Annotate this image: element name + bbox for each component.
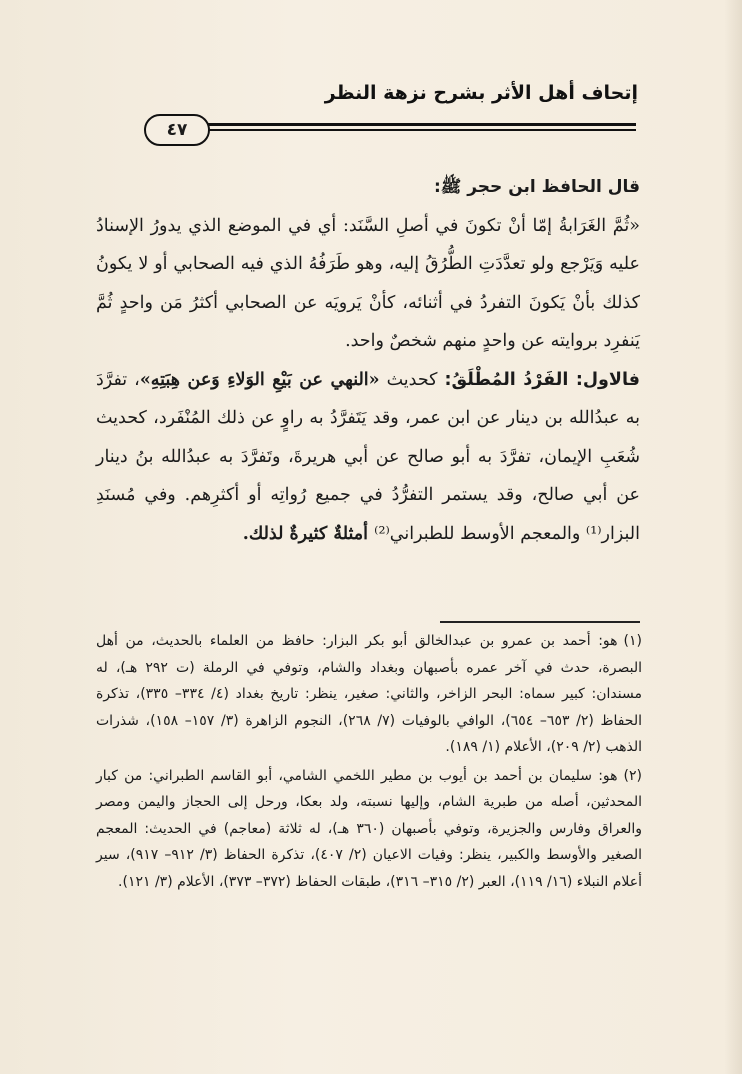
section-lead: كحديث xyxy=(379,369,445,390)
quote-paragraph: «ثُمَّ الغَرَابةُ إمّا أنْ تكونَ في أصلِ السَّنَد: أي في الموضع الذي يدورُ الإسنادُ عليه وَيَرْجع ولو تعدَّدَتِ الطُّرُقُ إليه، وهو طَرَفُهُ الذي فيه الصحابي أو لا يكونُ كذلك بأنْ يَكونَ التفردُ في أثنائه، كأنْ يَرويَه عن الصحابي أكثرُ مَن واحدٍ ثُمَّ يَنفرِد بروايته عن واحدٍ منهم شخصٌ واحد. xyxy=(96,215,640,351)
section-text-1: ، تفرَّدَ به عبدُالله بن دينار عن ابن عمر، وقد يَتَفرَّدُ به راوٍ عن ذلك المُنْفَرد، كحديث شُعَبِ الإيمان، تفرَّدَ به أبو صالح عن أبي هريرةَ، وتَفرَّدَ به عبدُالله بنُ دينار عن أبي صالح، وقد يستمر التفرُّدُ في جميع رُواتِه أو أكثرِهم. وفي مُسنَدِ البزار xyxy=(96,369,640,544)
footnote-separator xyxy=(440,621,640,623)
section-heading: فالاول: الفَرْدُ المُطْلَقُ: xyxy=(444,369,640,390)
footnote-marker-2: ⁽²⁾ xyxy=(374,523,390,544)
speaker: قال الحافظ ابن حجر ﷺ: xyxy=(433,177,640,197)
section-text-2: والمعجم الأوسط للطبراني xyxy=(389,523,586,544)
footnote-marker-1: ⁽¹⁾ xyxy=(585,523,602,544)
footnote-number: (٢) xyxy=(623,767,642,784)
page-number-text: ٤٧ xyxy=(166,120,188,140)
footnote-2 xyxy=(96,763,642,896)
first-section-paragraph xyxy=(96,361,640,554)
footnote-1 xyxy=(96,628,642,761)
main-text xyxy=(96,168,640,553)
footnote-text: هو: سليمان بن أحمد بن أيوب بن مطير اللخمي الشامي، أبو القاسم الطبراني: من كبار المحدثين، أصله من طبرية الشام، وإليها نسبته، ولد بعكا، ورحل إلى الحجاز واليمن ومصر والعراق وفارس والجزيرة، وتوفي بأصبهان (٣٦٠ هـ)، له ثلاثة (معاجم) في الحديث: المعجم الصغير والأوسط والكبير، ينظر: وفيات الاعيان (٢/ ٤٠٧)، تذكرة الحفاظ (٣/ ٩١٢– ٩١٧)، سير أعلام النبلاء (١٦/ ١١٩)، العبر (٢/ ٣١٥– ٣١٦)، طبقات الحفاظ (٣٧٢– ٣٧٣)، الأعلام (٣/ ١٢١). xyxy=(96,767,643,890)
speaker-line xyxy=(96,168,640,207)
header-rule-thick-line xyxy=(160,123,636,126)
page-number xyxy=(144,114,210,146)
footnote-text: هو: أحمد بن عمرو بن عبدالخالق أبو بكر البزار: حافظ من العلماء بالحديث، من أهل البصرة، حدث في آخر عمره بأصبهان وبغداد والشام، وتوفي في الرملة (ت ٢٩٢ هـ)، له مسندان: كبير سماه: البحر الزاخر، والثاني: صغير، ينظر: تاريخ بغداد (٤/ ٣٣٤– ٣٣٥)، تذكرة الحفاظ (٢/ ٦٥٣– ٦٥٤)، الوافي بالوفيات (٧/ ٢٦٨)، النجوم الزاهرة (٣/ ١٥٧– ١٥٨)، شذرات الذهب (٢/ ٢٠٩)، الأعلام (١/ ١٨٩). xyxy=(96,633,643,755)
header-rule-thin-line xyxy=(160,129,636,131)
footnotes xyxy=(96,628,642,897)
running-title: إتحاف أهل الأثر بشرح نزهة النظر xyxy=(324,82,638,104)
hadith-title: «النهي عن بَيْعِ الوَلاءِ وَعن هِبَتِهِ» xyxy=(139,369,380,390)
footnote-number: (١) xyxy=(623,633,642,649)
section-text-3: أمثلةٌ كثيرةٌ لذلك. xyxy=(242,523,375,544)
